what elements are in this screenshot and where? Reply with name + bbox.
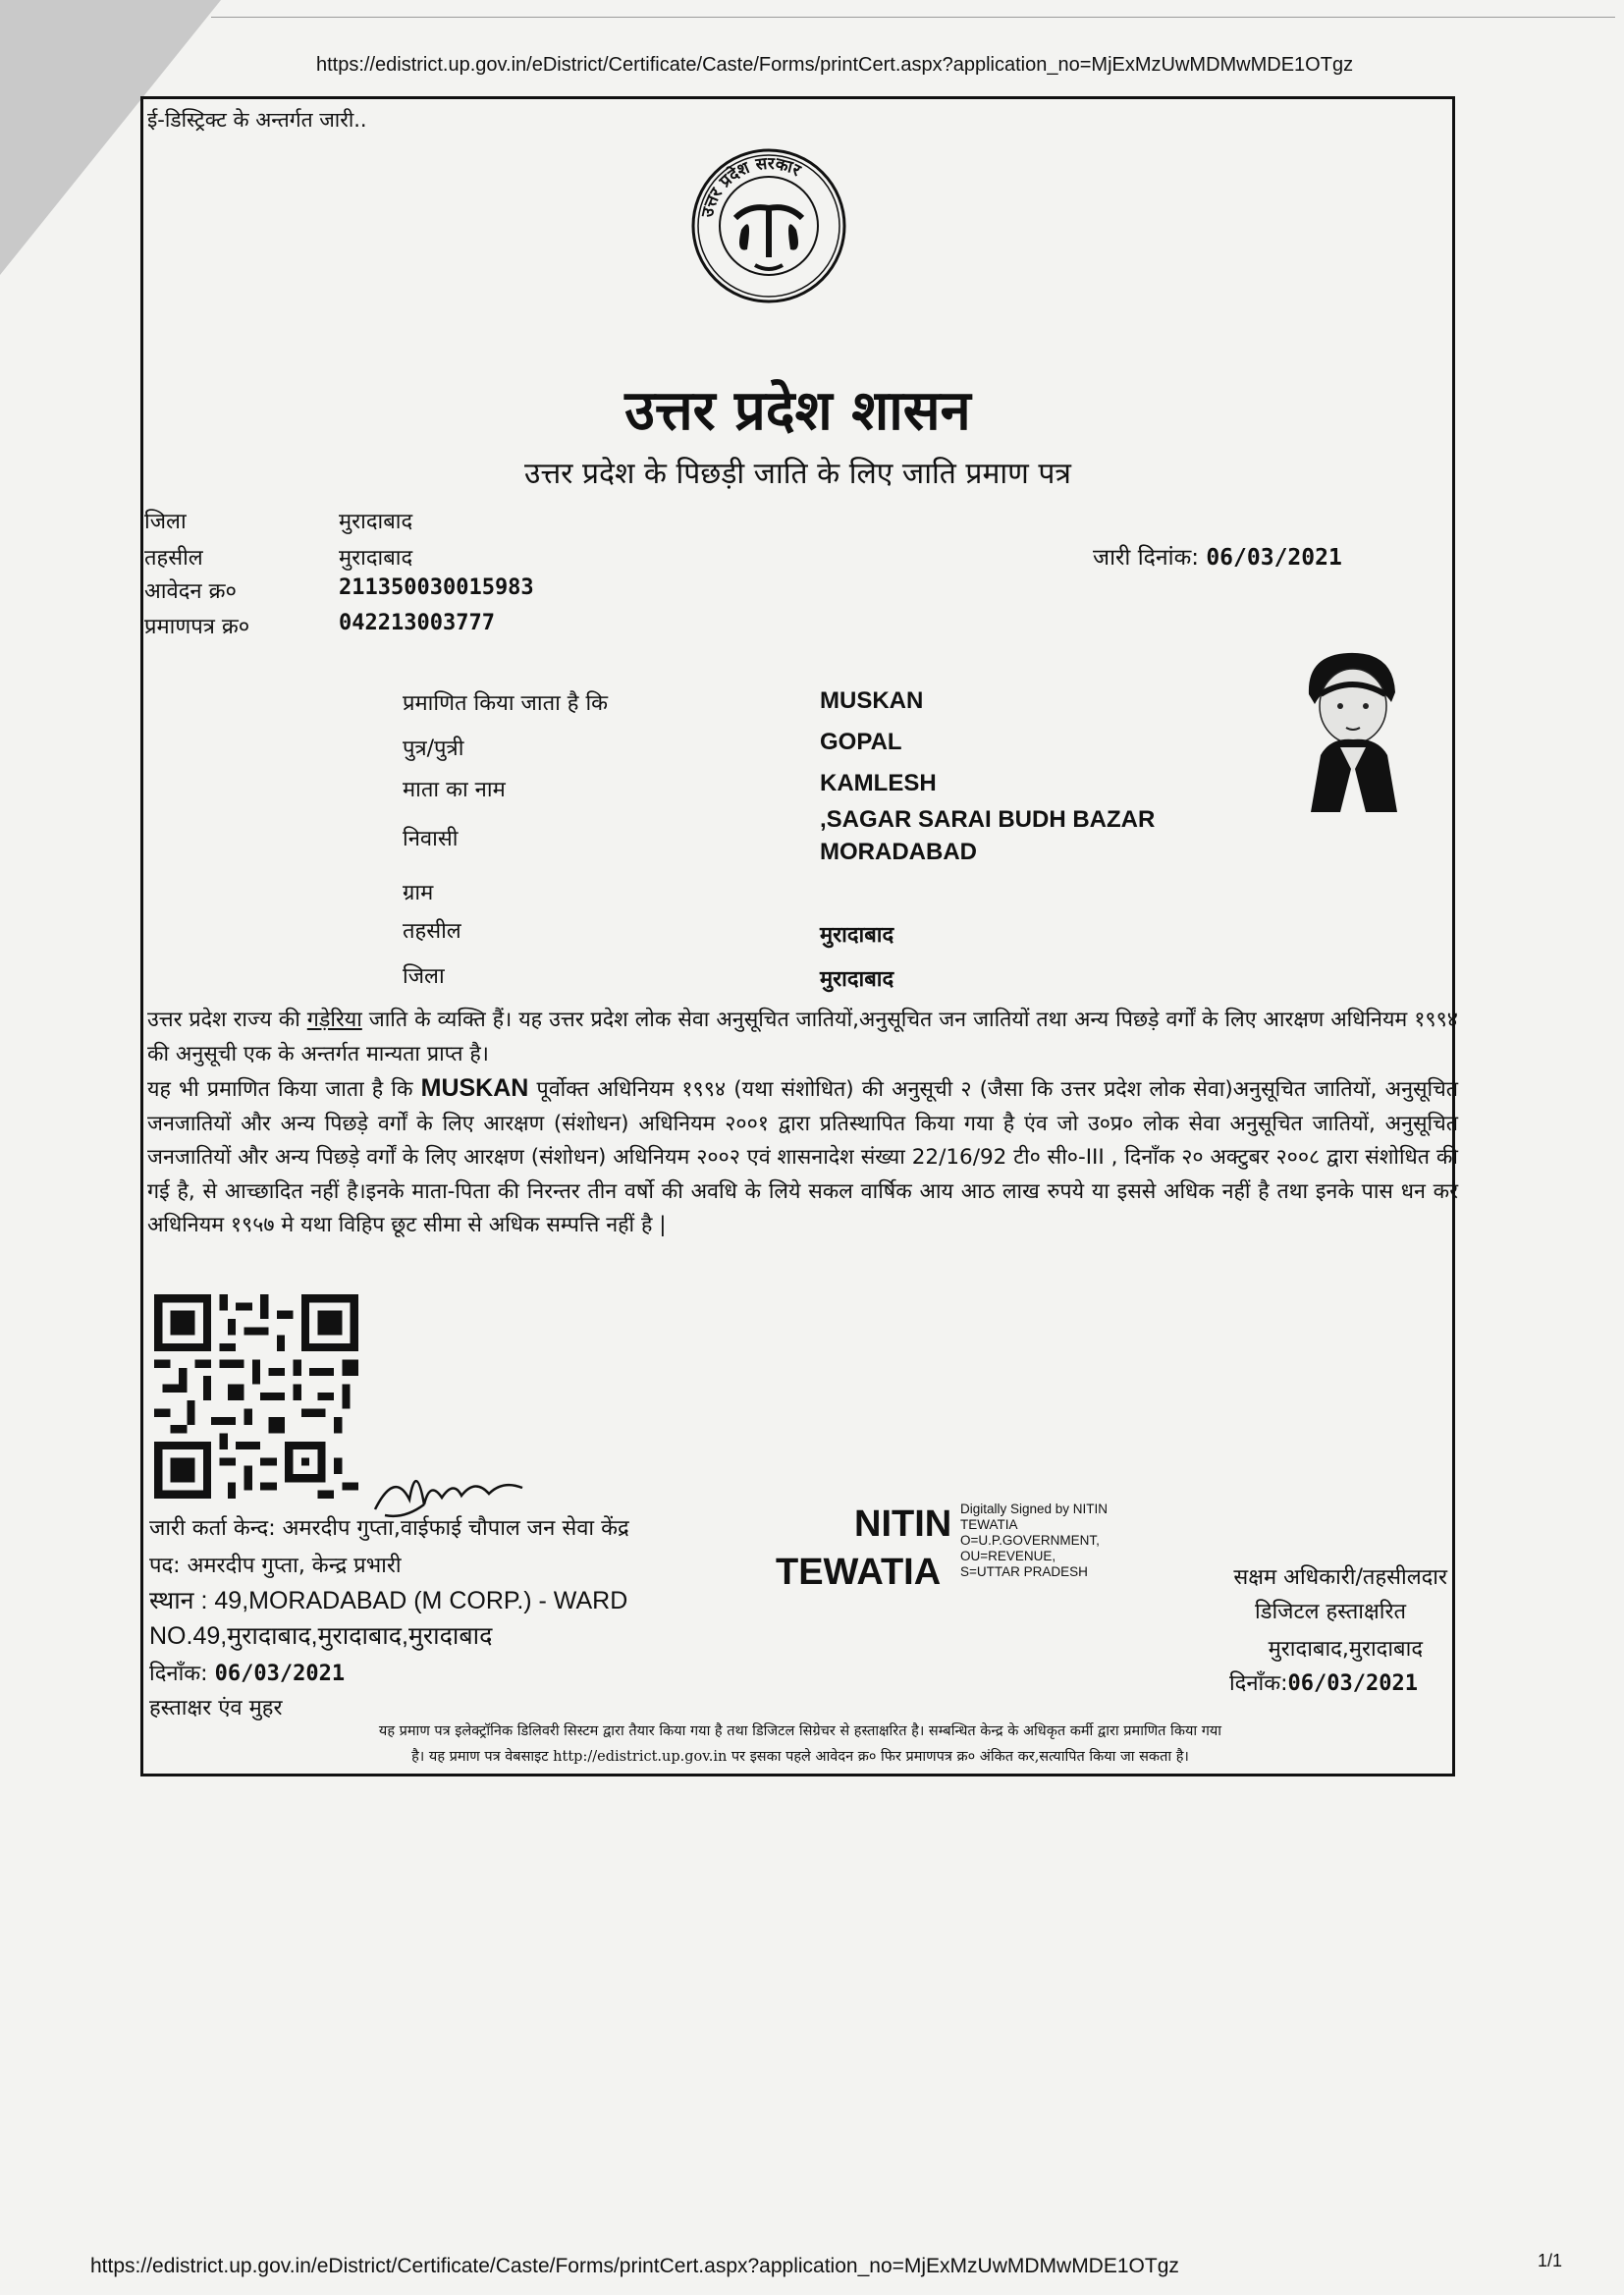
caste-statement-pre: उत्तर प्रदेश राज्य की	[147, 1008, 307, 1032]
government-title: उत्तर प्रदेश शासन	[624, 378, 971, 443]
district-value: मुरादाबाद	[339, 510, 413, 534]
issuer-date-label: दिनाँक:	[149, 1662, 208, 1686]
emblem-text: उत्तर प्रदेश सरकार	[697, 153, 804, 220]
creamy-layer-pre: यह भी प्रमाणित किया जाता है कि	[147, 1077, 421, 1102]
issue-date-label: जारी दिनांक:	[1093, 545, 1200, 571]
child-of-label: पुत्र/पुत्री	[403, 737, 464, 761]
certified-label: प्रमाणित किया जाता है कि	[403, 691, 609, 716]
issuer-post: पद: अमरदीप गुप्ता, केन्द्र प्रभारी	[149, 1554, 402, 1578]
page-number: 1/1	[1538, 2251, 1563, 2270]
application-label: आवेदन क्र०	[144, 579, 237, 604]
field-tehsil-value: मुरादाबाद	[820, 923, 894, 948]
issuer-date	[149, 1658, 345, 1687]
village-label: ग्राम	[403, 881, 434, 905]
print-url-footer: https://edistrict.up.gov.in/eDistrict/Certificate/Caste/Forms/printCert.aspx?application_no=MjExMzUwMDMwMDE1OTgz	[90, 2255, 1179, 2277]
application-number: 211350030015983	[339, 575, 534, 600]
print-url-header: https://edistrict.up.gov.in/eDistrict/Certificate/Caste/Forms/printCert.aspx?application_no=MjExMzUwMDMwMDE1OTgz	[316, 54, 1354, 76]
mother-name: KAMLESH	[820, 770, 937, 796]
page-top-rule	[211, 17, 1615, 18]
address-line-1: ,SAGAR SARAI BUDH BAZAR	[820, 806, 1156, 833]
authority-place: मुरादाबाद,मुरादाबाद	[1268, 1637, 1423, 1662]
authority-digital-sign: डिजिटल हस्ताक्षरित	[1255, 1600, 1406, 1624]
caste-name: गड़ेरिया	[306, 1008, 362, 1032]
tehsil-label: तहसील	[144, 546, 203, 571]
applicant-name: MUSKAN	[820, 687, 924, 714]
certificate-number-label: प्रमाणपत्र क्र०	[144, 615, 250, 639]
issue-date-value: 06/03/2021	[1206, 545, 1342, 571]
digital-signer-last-name: TEWATIA	[776, 1552, 942, 1593]
district-label: जिला	[144, 510, 187, 534]
mother-label: माता का नाम	[403, 778, 506, 802]
father-name: GOPAL	[820, 729, 902, 755]
tehsil-value: मुरादाबाद	[339, 546, 413, 571]
creamy-layer-post: पूर्वोक्त अधिनियम १९९४ (यथा संशोधित) की अनुसूची २ (जैसा कि उत्तर प्रदेश लोक सेवा)अनुसूचित जातियों, अनुसूचित जनजातियों और अन्य पिछड़े वर्गों के लिए आरक्षण (संशोधन) अधिनियम २००१ द्वारा प्रतिस्थापित किया गया है एंव जो उ०प्र० लोक सेवा अनुसूचित जातियों, अनुसूचित जनजातियों और अन्य पिछड़े वर्गों के लिए आरक्षण (संशोधन) अधिनियम २००२ एवं शासनादेश संख्या 22/16/92 टी० सी०-III , दिनाँक २० अक्टुबर २००८ द्वारा संशोधित की गई है, से आच्छादित नहीं है।इनके माता-पिता की निरन्तर तीन वर्षो की अवधि के लिये सकल वार्षिक आय आठ लाख रुपये या इससे अधिक नहीं है तथा इनके पास धन कर अधिनियम १९५७ मे यथा विहिप छूट सीमा से अधिक सम्पत्ति नहीं है |	[147, 1077, 1459, 1237]
up-government-emblem-icon	[690, 147, 847, 304]
digital-signature-line-2: TEWATIA	[960, 1517, 1018, 1532]
authority-date-value: 06/03/2021	[1287, 1671, 1418, 1696]
creamy-layer-name: MUSKAN	[420, 1074, 529, 1102]
field-district-label: जिला	[403, 964, 445, 989]
resident-label: निवासी	[403, 827, 459, 851]
footnote-line-2: है। यह प्रमाण पत्र वेबसाइट http://edistrict.up.gov.in पर इसका पहले आवेदन क्र० फिर प्रमाणपत्र क्र० अंकित कर,सत्यापित किया जा सकता है।	[411, 1749, 1189, 1765]
signature-seal-label: हस्ताक्षर एंव मुहर	[149, 1696, 283, 1721]
authority-title: सक्षम अधिकारी/तहसीलदार	[1233, 1565, 1447, 1590]
authority-date	[1229, 1667, 1418, 1697]
applicant-photo	[1301, 645, 1404, 817]
digital-signer-first-name: NITIN	[854, 1503, 952, 1545]
caste-statement-post: जाति के व्यक्ति हैं। यह उत्तर प्रदेश लोक सेवा अनुसूचित जातियों,अनुसूचित जन जातियों तथा अन्य पिछड़े वर्गों के लिए आरक्षण अधिनियम १९९४ की अनुसूची एक के अन्तर्गत मान्यता प्राप्त है।	[147, 1008, 1458, 1066]
verification-qr-code	[154, 1294, 358, 1499]
digital-signature-line-4: OU=REVENUE,	[960, 1549, 1056, 1563]
footnote-line-1: यह प्रमाण पत्र इलेक्ट्रॉनिक डिलिवरी सिस्टम द्वारा तैयार किया गया है तथा डिजिटल सिग्रेचर से हस्ताक्षरित है। सम्बन्धित केन्द्र के अधिकृत कर्मी द्वारा प्रमाणित किया गया	[378, 1723, 1222, 1739]
issuer-place-line-1: स्थान : 49,MORADABAD (M CORP.) - WARD	[149, 1587, 628, 1614]
issuer-date-value: 06/03/2021	[214, 1662, 346, 1686]
caste-statement	[147, 1004, 1458, 1071]
digital-signature-line-3: O=U.P.GOVERNMENT,	[960, 1533, 1100, 1548]
digital-signature-line-5: S=UTTAR PRADESH	[960, 1564, 1088, 1579]
creamy-layer-statement	[147, 1071, 1458, 1243]
issuer-place-line-2: NO.49,मुरादाबाद,मुरादाबाद,मुरादाबाद	[149, 1622, 493, 1650]
field-tehsil-label: तहसील	[403, 919, 461, 944]
issue-date	[1093, 540, 1342, 572]
issued-under-note: ई-डिस्ट्रिक्ट के अन्तर्गत जारी..	[147, 108, 367, 132]
certificate-title: उत्तर प्रदेश के पिछड़ी जाति के लिए जाति प्रमाण पत्र	[524, 457, 1071, 491]
issuing-centre: जारी कर्ता केन्द: अमरदीप गुप्ता,वाईफाई चौपाल जन सेवा केंद्र	[149, 1516, 629, 1541]
field-district-value: मुरादाबाद	[820, 967, 894, 992]
authority-date-label: दिनाँक:	[1228, 1671, 1288, 1696]
address-line-2: MORADABAD	[820, 839, 977, 865]
digital-signature-line-1: Digitally Signed by NITIN	[960, 1502, 1109, 1516]
certificate-number: 042213003777	[339, 611, 495, 635]
footnote	[147, 1719, 1453, 1770]
